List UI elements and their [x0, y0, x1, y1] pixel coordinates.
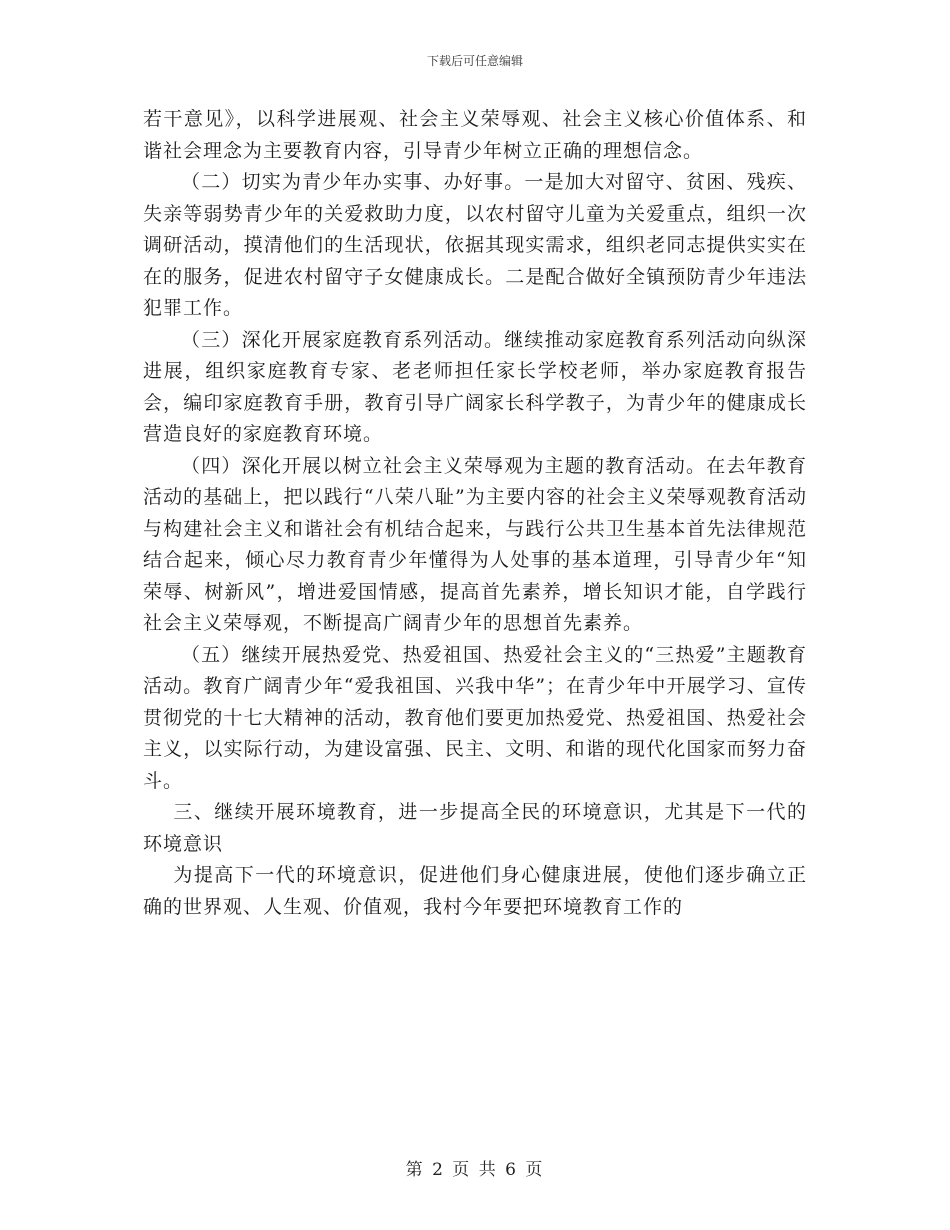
paragraph-4: （四）深化开展以树立社会主义荣辱观为主题的教育活动。在去年教育活动的基础上，把以践行“八荣八耻”为主要内容的社会主义荣辱观教育活动与构建社会主义和谐社会有机结合起来，与践行公共卫生基本首先法律规范结合起来，倾心尽力教育青少年懂得为人处事的基本道理，引导青少年“知荣辱、树新风”，增进爱国情感，提高首先素养，增长知识才能，自学践行社会主义荣辱观，不断提高广阔青少年的思想首先素养。 — [143, 454, 807, 634]
page-footer: 第 2 页 共 6 页 — [405, 1160, 545, 1180]
paragraph-3: （三）深化开展家庭教育系列活动。继续推动家庭教育系列活动向纵深进展，组织家庭教育专家、老老师担任家长学校老师，举办家庭教育报告会，编印家庭教育手册，教育引导广阔家长科学教子，为青少年的健康成长营造良好的家庭教育环境。 — [143, 328, 807, 445]
page-header: 下载后可任意编辑 — [426, 54, 523, 68]
paragraph-1: 若干意见》，以科学进展观、社会主义荣辱观、社会主义核心价值体系、和谐社会理念为主要教育内容，引导青少年树立正确的理想信念。 — [143, 108, 807, 162]
paragraph-6: 为提高下一代的环境意识，促进他们身心健康进展，使他们逐步确立正确的世界观、人生观、价值观，我村今年要把环境教育工作的 — [143, 864, 807, 918]
section-heading-3: 三、继续开展环境教育，进一步提高全民的环境意识，尤其是下一代的环境意识 — [143, 801, 807, 855]
paragraph-2: （二）切实为青少年办实事、办好事。一是加大对留守、贫困、残疾、失亲等弱势青少年的关爱救助力度，以农村留守儿童为关爱重点，组织一次调研活动，摸清他们的生活现状，依据其现实需求，组织老同志提供实实在在的服务，促进农村留守子女健康成长。二是配合做好全镇预防青少年违法犯罪工作。 — [143, 171, 807, 319]
paragraph-5: （五）继续开展热爱党、热爱祖国、热爱社会主义的“三热爱”主题教育活动。教育广阔青少年“爱我祖国、兴我中华”；在青少年中开展学习、宣传贯彻党的十七大精神的活动，教育他们要更加热爱党、热爱祖国、热爱社会主义，以实际行动，为建设富强、民主、文明、和谐的现代化国家而努力奋斗。 — [143, 643, 807, 792]
document-body — [143, 104, 807, 923]
